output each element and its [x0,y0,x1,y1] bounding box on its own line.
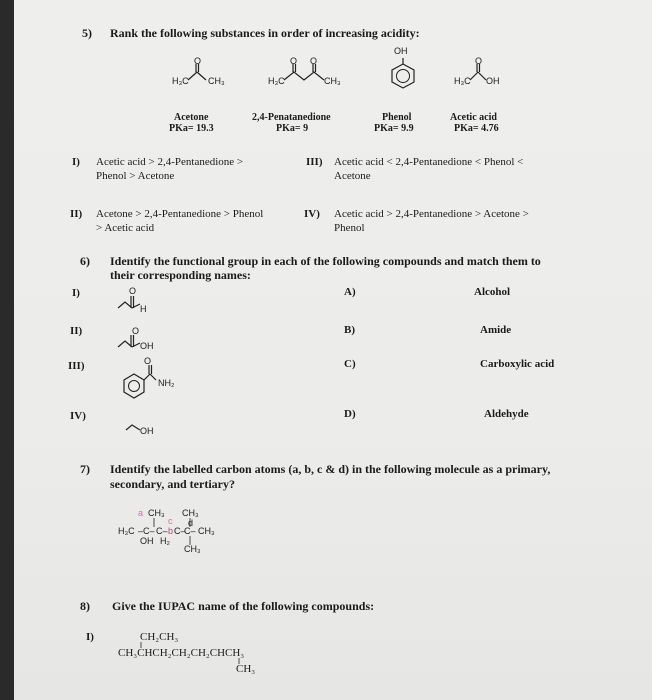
q5-option-ii-number: II) [70,208,83,220]
q6-row-iii-letter: C) [344,358,356,370]
q7-chain-c1: –C– [138,526,155,536]
q6-row-i-number: I) [72,287,80,299]
q6-row-ii-label: OH [140,341,154,351]
q7-number: 7) [80,462,90,476]
q6-prompt-line1: Identify the functional group in each of the following compounds and match them to [110,254,541,268]
phenol-structure [386,56,420,90]
q5-option-iv-line1: Acetic acid > 2,4-Pentanedione > Acetone > [334,208,529,220]
q7-ch3-bottom: CH₃ [184,544,201,554]
acetic-acid-oxygen: O [475,56,483,66]
phenol-name: Phenol [382,112,412,123]
q6-row-iii-label: NH₂ [158,378,175,388]
q5-option-iii-line2: Acetone [334,170,371,182]
q6-row-i-letter: A) [344,286,356,298]
carbon-label-d: d [188,518,194,528]
q5-number: 5) [82,26,92,40]
q6-row-iv-letter: D) [344,408,356,420]
pentanedione-ch3: CH₃ [324,76,341,86]
q5-option-i-line2: Phenol > Acetone [96,170,175,182]
q8-formula-line3: CH₃ [236,663,256,675]
q8-item-number: I) [86,631,94,643]
q7-prompt-line2: secondary, and tertiary? [110,477,235,491]
q6-row-ii-name: Amide [480,324,512,336]
q7-h2: H₂ [160,536,170,546]
acetic-acid-h3c: H₃C [454,76,471,86]
carbon-label-a: a [138,508,144,518]
acetone-ch3: CH₃ [208,76,225,86]
acetone-name: Acetone [174,112,209,123]
q7-oh: OH [140,536,154,546]
q6-row-i-structure [114,294,154,314]
q7-ch3-top-right: CH₃ [182,508,199,518]
phenol-oh: OH [394,46,408,56]
q7-chain-c2: C– [156,526,168,536]
q8-number: 8) [80,599,90,613]
acetone-oxygen: O [194,56,202,66]
acetic-acid-pka: PKa= 4.76 [454,123,499,134]
pentanedione-h3c: H₃C [268,76,285,86]
acetone-h3c: H₃C [172,76,189,86]
q7-h3c: H₃C [118,526,135,536]
worksheet-page [14,0,652,700]
q5-option-ii-line1: Acetone > 2,4-Pentanedione > Phenol [96,208,264,220]
q5-option-i-line1: Acetic acid > 2,4-Pentanedione > [96,156,244,168]
acetone-pka: PKa= 19.3 [169,123,214,134]
q7-chain-c3: C– [174,526,186,536]
q6-row-ii-number: II) [70,325,83,337]
q5-option-iv-number: IV) [304,208,320,220]
q5-option-ii-line2: > Acetic acid [96,222,155,234]
q8-formula-line2: CH₃CHCH₂CH₂CH₂CHCH₃ [118,647,245,659]
acetic-acid-name: Acetic acid [450,112,497,123]
q7-prompt-line1: Identify the labelled carbon atoms (a, b, c & d) in the following molecule as a primary, [110,462,551,476]
carbon-label-c: c [168,516,173,526]
q7-ch3-top-left: CH₃ [148,508,165,518]
q6-row-i-oxygen: O [129,286,137,296]
q6-row-iii-name: Carboxylic acid [480,358,555,370]
q6-row-iii-oxygen: O [144,356,152,366]
pentanedione-name: 2,4-Penatanedione [252,112,331,123]
q5-option-iv-line2: Phenol [334,222,365,234]
q8-branch-bonds [134,640,254,668]
q5-option-i-number: I) [72,156,80,168]
q6-prompt-line2: their corresponding names: [110,268,251,282]
pentanedione-oxygen-2: O [310,56,318,66]
q6-row-iii-number: III) [68,360,85,372]
q7-molecule [114,506,264,568]
q8-formula-line1: CH₂CH₃ [140,631,179,643]
q7-ch3-end: CH₃ [198,526,215,536]
q5-prompt: Rank the following substances in order of increasing acidity: [110,26,420,40]
q6-row-iv-name: Aldehyde [484,408,529,420]
phenol-pka: PKa= 9.9 [374,123,414,134]
pentanedione-oxygen-1: O [290,56,298,66]
q8-prompt: Give the IUPAC name of the following compounds: [112,599,375,613]
q6-row-ii-letter: B) [344,324,355,336]
q6-row-ii-oxygen: O [132,326,140,336]
acetic-acid-oh: OH [486,76,500,86]
q5-option-iii-number: III) [306,156,323,168]
q7-chain-c4: C– [184,526,196,536]
q6-row-iv-number: IV) [70,410,86,422]
q6-row-i-label: H [140,304,147,314]
pentanedione-pka: PKa= 9 [276,123,309,134]
carbon-label-b: b [168,526,174,536]
q5-option-iii-line1: Acetic acid < 2,4-Pentanedione < Phenol < [334,156,524,168]
q6-number: 6) [80,254,90,268]
q6-row-iv-label: OH [140,426,154,436]
q6-row-i-name: Alcohol [474,286,511,298]
